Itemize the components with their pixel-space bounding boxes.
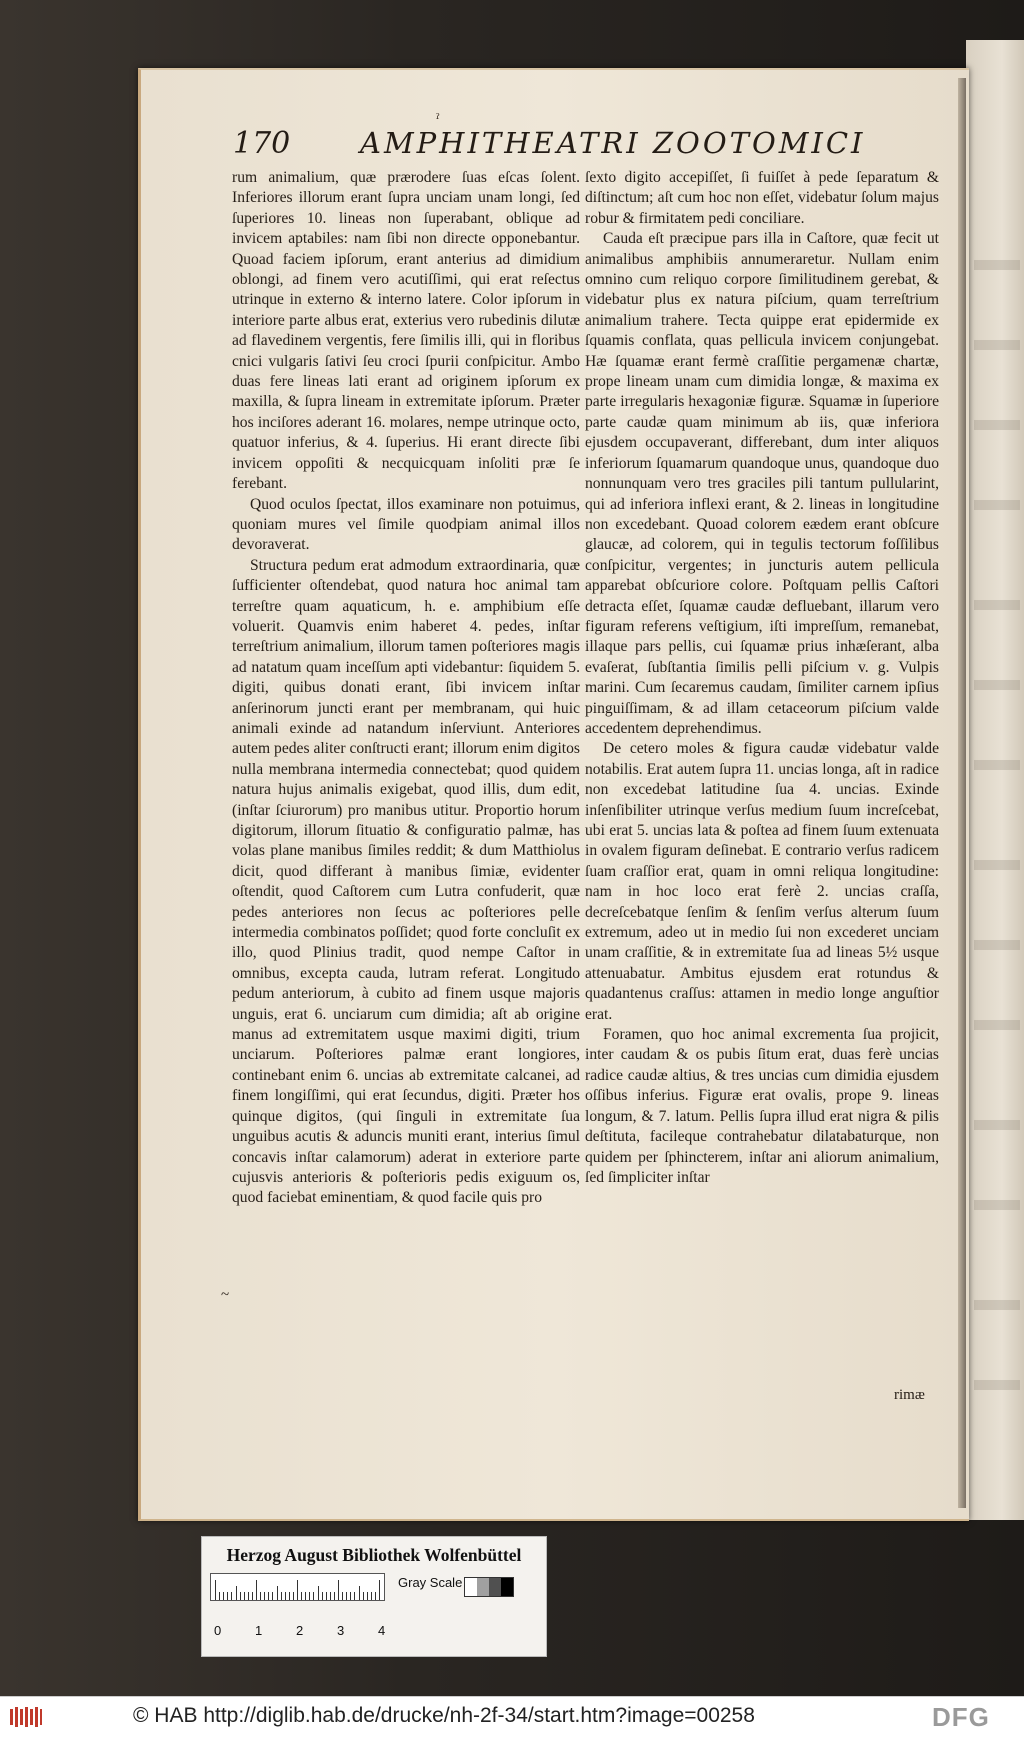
paragraph: De cetero moles & figura caudæ videbatur valde notabilis. Erat autem ſupra 11. uncias longa, aſt in radice non excedebat latitudine ſua 4. uncias. Exinde inſenſibiliter utrinque verſus medium ſuum increſcebat, ubi erat 5. uncias lata & poſtea ad finem ſuum extenuata in ovalem figuram deſinebat. E contrario verſus radicem ſuam craſſior erat, quam in omni reliqua longitudine: nam in hoc loco erat ferè 2. uncias craſſa, decreſcebatque ſenſim & ſenſim verſus alterum ſuum extremum, adeo ut in medio ſui non excederet unciam unam craſſitie, & in extremitate ſua ad lineas 5½ usque attenuabatur. Ambitus ejusdem erat rotundus & quadantenus craſſus: attamen in medio longe anguſtior erat.: [585, 740, 939, 1023]
source-link[interactable]: © HAB http://diglib.hab.de/drucke/nh-2f-34/start.htm?image=00258: [133, 1704, 755, 1727]
catchword: rimæ: [894, 1387, 925, 1403]
margin-mark: ~: [221, 1287, 230, 1303]
running-head: AMPHITHEATRI ZOOTOMICI: [360, 126, 866, 160]
ink-fleck: ˀ: [436, 112, 440, 128]
scale-ruler: [210, 1573, 385, 1601]
hab-logo-icon: [8, 1705, 44, 1729]
paragraph: Foramen, quo hoc animal excrementa ſua projicit, inter caudam & os pubis ſitum erat, duas ferè uncias radice caudæ altius, & tres uncias cum dimidia ejusdem oſſibus inferius. Figuræ erat ovalis, prope 9. lineas longum, & 7. latum. Pellis ſupra illud erat nigra & pilis deſtituta, facileque contrahebatur dilatabaturque, non quidem per ſphincterem, inſtar ani aliorum animalium, ſed ſimpliciter inſtar: [585, 1026, 939, 1186]
gray-scale-label: Gray Scale: [398, 1575, 463, 1590]
gray-scale-swatch: [464, 1577, 514, 1597]
ruler-number: 2: [296, 1623, 304, 1638]
page-number: 170: [233, 126, 291, 161]
paragraph: Cauda eſt præcipue pars illa in Caſtore, quæ fecit ut animalibus amphibiis annumeraretur. Nullam enim omnino cum reliquo corpore ſimilitudinem gerebat, & videbatur plus ex natura piſcium, quam terreſtrium animalium trahere. Tecta quippe erat epidermide ex ſquamis conflata, quas pellicula invicem conjungebat. Hæ ſquamæ erant fermè craſſitie pergamenæ chartæ, prope lineam unam cum dimidia longæ, & maxima ex parte irregularis hexagoniæ figuræ. Squamæ in ſuperiore parte caudæ quam minimum ab iis, quæ inferiora ejusdem occupaverant, differebant, dum inter aliquos inferiorum ſquamarum quandoque unus, quandoque duo nonnunquam vero tres graciles pili tantum pullularint, qui ad inferiora inflexi erant, & 2. lineas in longitudine non excedebant. Quoad colorem eædem erant obſcure glaucæ, ad colorem, qui in tegulis tectorum foſſilibus conſpicitur, vergentes; in juncturis autem pellicula apparebat obſcuriore colore. Poſtquam pellis Caſtori detracta eſſet, ſquamæ caudæ defluebant, illarum vero figuram referens veſtigium, iſti impreſſum, remanebat, illaque pars pellis, cui ſquamæ prius inhæſerant, alba evaſerat, ſubſtantia ſimilis pelli piſcium v. g. Vulpis marini. Cum ſecaremus caudam, ſimiliter carnem ipſius pinguiſſimam, & ad illam cetaceorum piſcium valde accedentem deprehendimus.: [585, 230, 939, 737]
paragraph: rum animalium, quæ prærodere ſuas eſcas ſolent. Inferiores illorum erant ſupra unciam unam longi, ſed ſuperiores 10. lineas non ſuperabant, oblique ad invicem aptabiles: nam ſibi non directe opponebantur. Quoad faciem ipſorum, erant anterius ad dimidium oblongi, ad finem vero acutiſſimi, qui erat reſectus utrinque in externo & interno latere. Color ipſorum in interiore parte albus erat, exterius vero rubedinis dilutæ ad flavedinem vergentis, fere ſimilis illi, qui in floribus cnici vulgaris ſativi ſeu croci ſpurii conſpicitur. Ambo duas fere lineas lati erant ad originem ipſorum ex maxilla, & ſupra lineam in extremitate ipſorum. Præter hos inciſores aderant 16. molares, nempe utrinque octo, quatuor inferius, & 4. ſuperius. Hi erant directe ſibi invicem oppoſiti & necquicquam inſoliti præ ſe ferebant.: [232, 169, 580, 493]
ruler-number: 3: [337, 1623, 345, 1638]
paragraph: Structura pedum erat admodum extraordinaria, quæ ſufficienter oſtendebat, quod natura hoc animal tam terreſtre quam aquaticum, h. e. amphibium eſſe voluerit. Quamvis enim haberet 4. pedes, inſtar terreſtrium animalium, illorum tamen poſteriores magis ad natatum quam inceſſum apti videbantur: ſiquidem 5. digiti, quibus donati erant, ſibi invicem inſtar anſerinorum juncti erant per membranam, qui huic animali exinde ad natandum inſerviunt. Anteriores autem pedes aliter conſtructi erant; illorum enim digitos nulla membrana intermedia connectebat; quod quidem natura hujus animalis exigebat, quod illis, dum edit, (inſtar ſciurorum) pro manibus utitur. Proportio horum digitorum, illorum ſituatio & configuratio palmæ, has volas plane manibus ſimiles reddit; & dum Matthiolus dicit, quod differant à manibus ſimiæ, evidenter oſtendit, quod Caſtorem cum Lutra confuderit, quæ pedes anteriores non ſecus ac poſteriores pelle intermedia combinatos poſſidet; quod forte concluſit ex illo, quod Plinius tradit, quod nempe Caſtor in omnibus, excepta cauda, lutram referat. Longitudo pedum anteriorum, à cubito ad finem usque majoris unguis, erat 6. unciarum cum dimidia; aſt ab origine manus ad extremitatem usque maximi digiti, trium unciarum. Poſteriores palmæ erant longiores, continebant enim 6. uncias ab extremitate calcanei, ad finem longiſſimi, qui erat ſecundus, digiti. Præter hos quinque digitos, (qui ſinguli in extremitate ſua unguibus acutis & aduncis muniti erant, interius ſimul concavis inſtar calamorum) aderat in exteriore parte cujusvis anterioris & poſterioris pedis exiguum os, quod faciebat eminentiam, & quod facile quis pro: [232, 556, 580, 1207]
paragraph: ſexto digito accepiſſet, ſi fuiſſet à pede ſeparatum & diſtinctum; aſt cum hoc non eſſet, videbatur ſolum majus robur & firmitatem pedi conciliare.: [585, 169, 939, 227]
right-text-column: [585, 168, 939, 1188]
ruler-number: 4: [378, 1623, 386, 1638]
facing-page-edge: [966, 40, 1024, 1520]
ruler-number: 1: [255, 1623, 263, 1638]
library-name: Herzog August Bibliothek Wolfenbüttel: [226, 1545, 522, 1565]
page-gutter: [958, 78, 966, 1508]
paragraph: Quod oculos ſpectat, illos examinare non potuimus, quoniam mures vel ſimile quodpiam animal illos devoraverat.: [232, 495, 580, 554]
ruler-number: 0: [214, 1623, 222, 1638]
footer-bar: [0, 1696, 1024, 1737]
left-text-column: [232, 168, 580, 1209]
library-label: [201, 1536, 547, 1657]
dfg-logo: DFG: [932, 1702, 990, 1732]
